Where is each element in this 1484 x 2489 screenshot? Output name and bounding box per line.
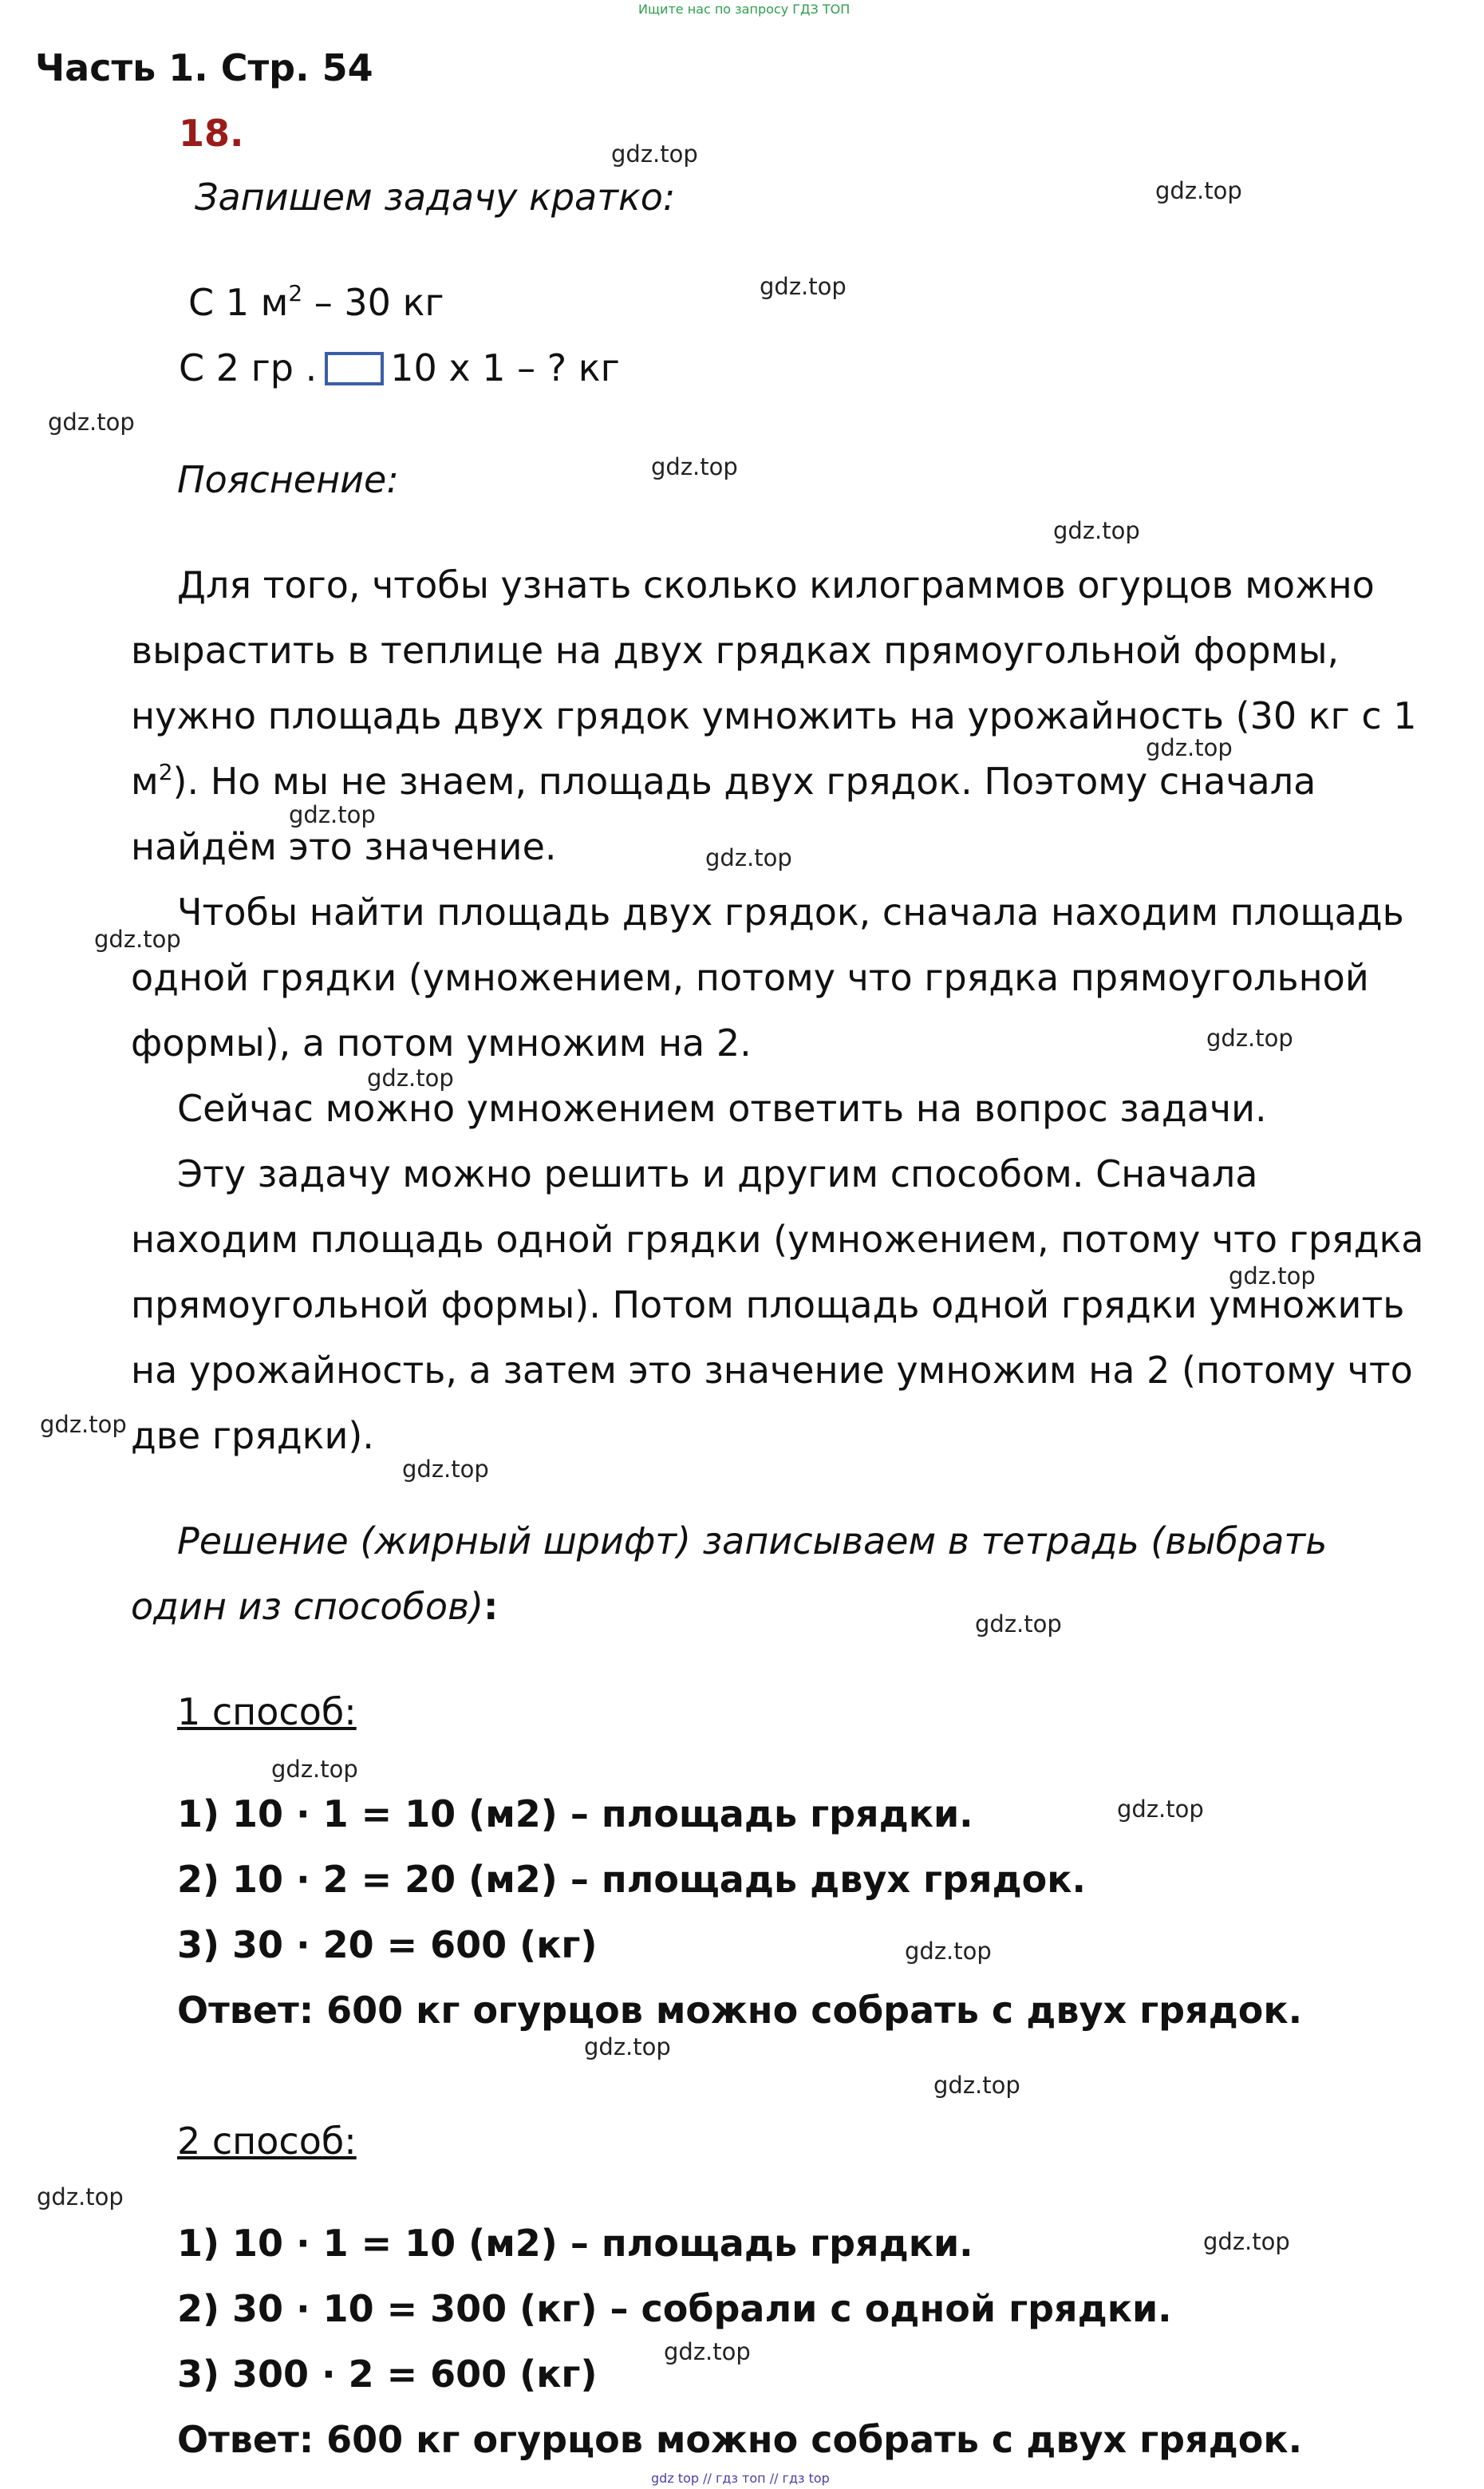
watermark: gdz.top xyxy=(402,1456,489,1483)
method-1-step: 1) 10 · 1 = 10 (м2) – площадь грядки. xyxy=(177,1792,973,1835)
watermark: gdz.top xyxy=(1146,734,1233,761)
method-2-step: 2) 30 · 10 = 300 (кг) – собрали с одной грядки. xyxy=(177,2287,1172,2330)
watermark: gdz.top xyxy=(664,2338,751,2365)
top-note: Ищите нас по запросу ГДЗ ТОП xyxy=(638,2,851,17)
explanation-line: Эту задачу можно решить и другим способом. Сначала xyxy=(177,1152,1258,1195)
explanation-line: нужно площадь двух грядок умножить на урожайность (30 кг с 1 xyxy=(131,694,1417,737)
task-number: 18. xyxy=(179,112,244,155)
solution-heading: Решение (жирный шрифт) записываем в тетрадь (выбрать xyxy=(177,1519,1328,1563)
watermark: gdz.top xyxy=(1203,2228,1290,2255)
explanation-line: находим площадь одной грядки (умножением, потому что грядка xyxy=(131,1218,1424,1261)
watermark: gdz.top xyxy=(760,273,847,300)
bottom-note: gdz top // гдз топ // гдз top xyxy=(651,2471,830,2486)
explanation-line: формы), а потом умножим на 2. xyxy=(131,1021,752,1065)
explanation-line: Чтобы найти площадь двух грядок, сначала находим площадь xyxy=(177,891,1404,934)
short-note-line-2-prefix: С 2 гр . xyxy=(179,346,318,389)
method-1-answer: Ответ: 600 кг огурцов можно собрать с двух грядок. xyxy=(177,1989,1303,2032)
short-note-heading: Запишем задачу кратко: xyxy=(195,176,676,219)
explanation-line: одной грядки (умножением, потому что грядка прямоугольной xyxy=(131,956,1369,999)
explanation-line: на урожайность, а затем это значение умножим на 2 (потому что xyxy=(131,1349,1413,1392)
method-1-step: 3) 30 · 20 = 600 (кг) xyxy=(177,1923,598,1966)
explanation-line: две грядки). xyxy=(131,1414,374,1457)
short-note-line-2 xyxy=(179,346,620,389)
solution-heading-colon: : xyxy=(483,1585,499,1628)
explanation-line xyxy=(131,760,1316,803)
square-superscript: 2 xyxy=(158,759,173,785)
explanation-line: прямоугольной формы). Потом площадь одной грядки умножить xyxy=(131,1283,1405,1326)
watermark: gdz.top xyxy=(37,2183,124,2210)
watermark: gdz.top xyxy=(94,926,181,953)
watermark: gdz.top xyxy=(48,409,135,436)
watermark: gdz.top xyxy=(975,1610,1062,1638)
short-note-line-1-suffix: – 30 кг xyxy=(302,281,444,324)
watermark: gdz.top xyxy=(1206,1025,1293,1052)
explanation-line-4-prefix: м xyxy=(131,760,159,803)
watermark: gdz.top xyxy=(1117,1796,1204,1823)
rectangle-icon xyxy=(325,352,384,385)
explanation-line-4-suffix: ). Но мы не знаем, площадь двух грядок. Поэтому сначала xyxy=(172,760,1316,803)
solution-heading-text: один из способов) xyxy=(131,1585,484,1628)
method-1-title: 1 способ: xyxy=(177,1690,357,1733)
watermark: gdz.top xyxy=(1229,1262,1316,1290)
watermark: gdz.top xyxy=(289,801,376,828)
method-2-step: 1) 10 · 1 = 10 (м2) – площадь грядки. xyxy=(177,2222,973,2265)
solution-heading-line-2 xyxy=(131,1585,498,1628)
method-1-step: 2) 10 · 2 = 20 (м2) – площадь двух грядок. xyxy=(177,1858,1086,1901)
watermark: gdz.top xyxy=(705,844,792,871)
watermark: gdz.top xyxy=(271,1756,358,1783)
watermark: gdz.top xyxy=(367,1065,454,1092)
method-2-step: 3) 300 · 2 = 600 (кг) xyxy=(177,2353,598,2396)
explanation-heading: Пояснение: xyxy=(177,458,399,501)
watermark: gdz.top xyxy=(584,2033,671,2060)
explanation-line: найдём это значение. xyxy=(131,825,557,868)
explanation-line: Для того, чтобы узнать сколько килограммов огурцов можно xyxy=(177,563,1375,606)
explanation-line: Сейчас можно умножением ответить на вопрос задачи. xyxy=(177,1087,1267,1130)
short-note-line-2-suffix: 10 х 1 – ? кг xyxy=(390,346,620,389)
method-2-answer: Ответ: 600 кг огурцов можно собрать с двух грядок. xyxy=(177,2418,1303,2461)
watermark: gdz.top xyxy=(611,140,698,168)
short-note-line-1 xyxy=(188,281,444,324)
explanation-line: вырастить в теплице на двух грядках прямоугольной формы, xyxy=(131,629,1340,672)
watermark: gdz.top xyxy=(651,453,738,480)
watermark: gdz.top xyxy=(1053,517,1140,544)
watermark: gdz.top xyxy=(40,1411,127,1438)
method-2-title: 2 способ: xyxy=(177,2120,357,2163)
square-superscript: 2 xyxy=(288,280,303,306)
watermark: gdz.top xyxy=(905,1938,992,1965)
watermark: gdz.top xyxy=(933,2072,1020,2099)
page-title: Часть 1. Стр. 54 xyxy=(35,46,373,89)
watermark: gdz.top xyxy=(1155,177,1242,204)
short-note-line-1-prefix: С 1 м xyxy=(188,281,289,324)
